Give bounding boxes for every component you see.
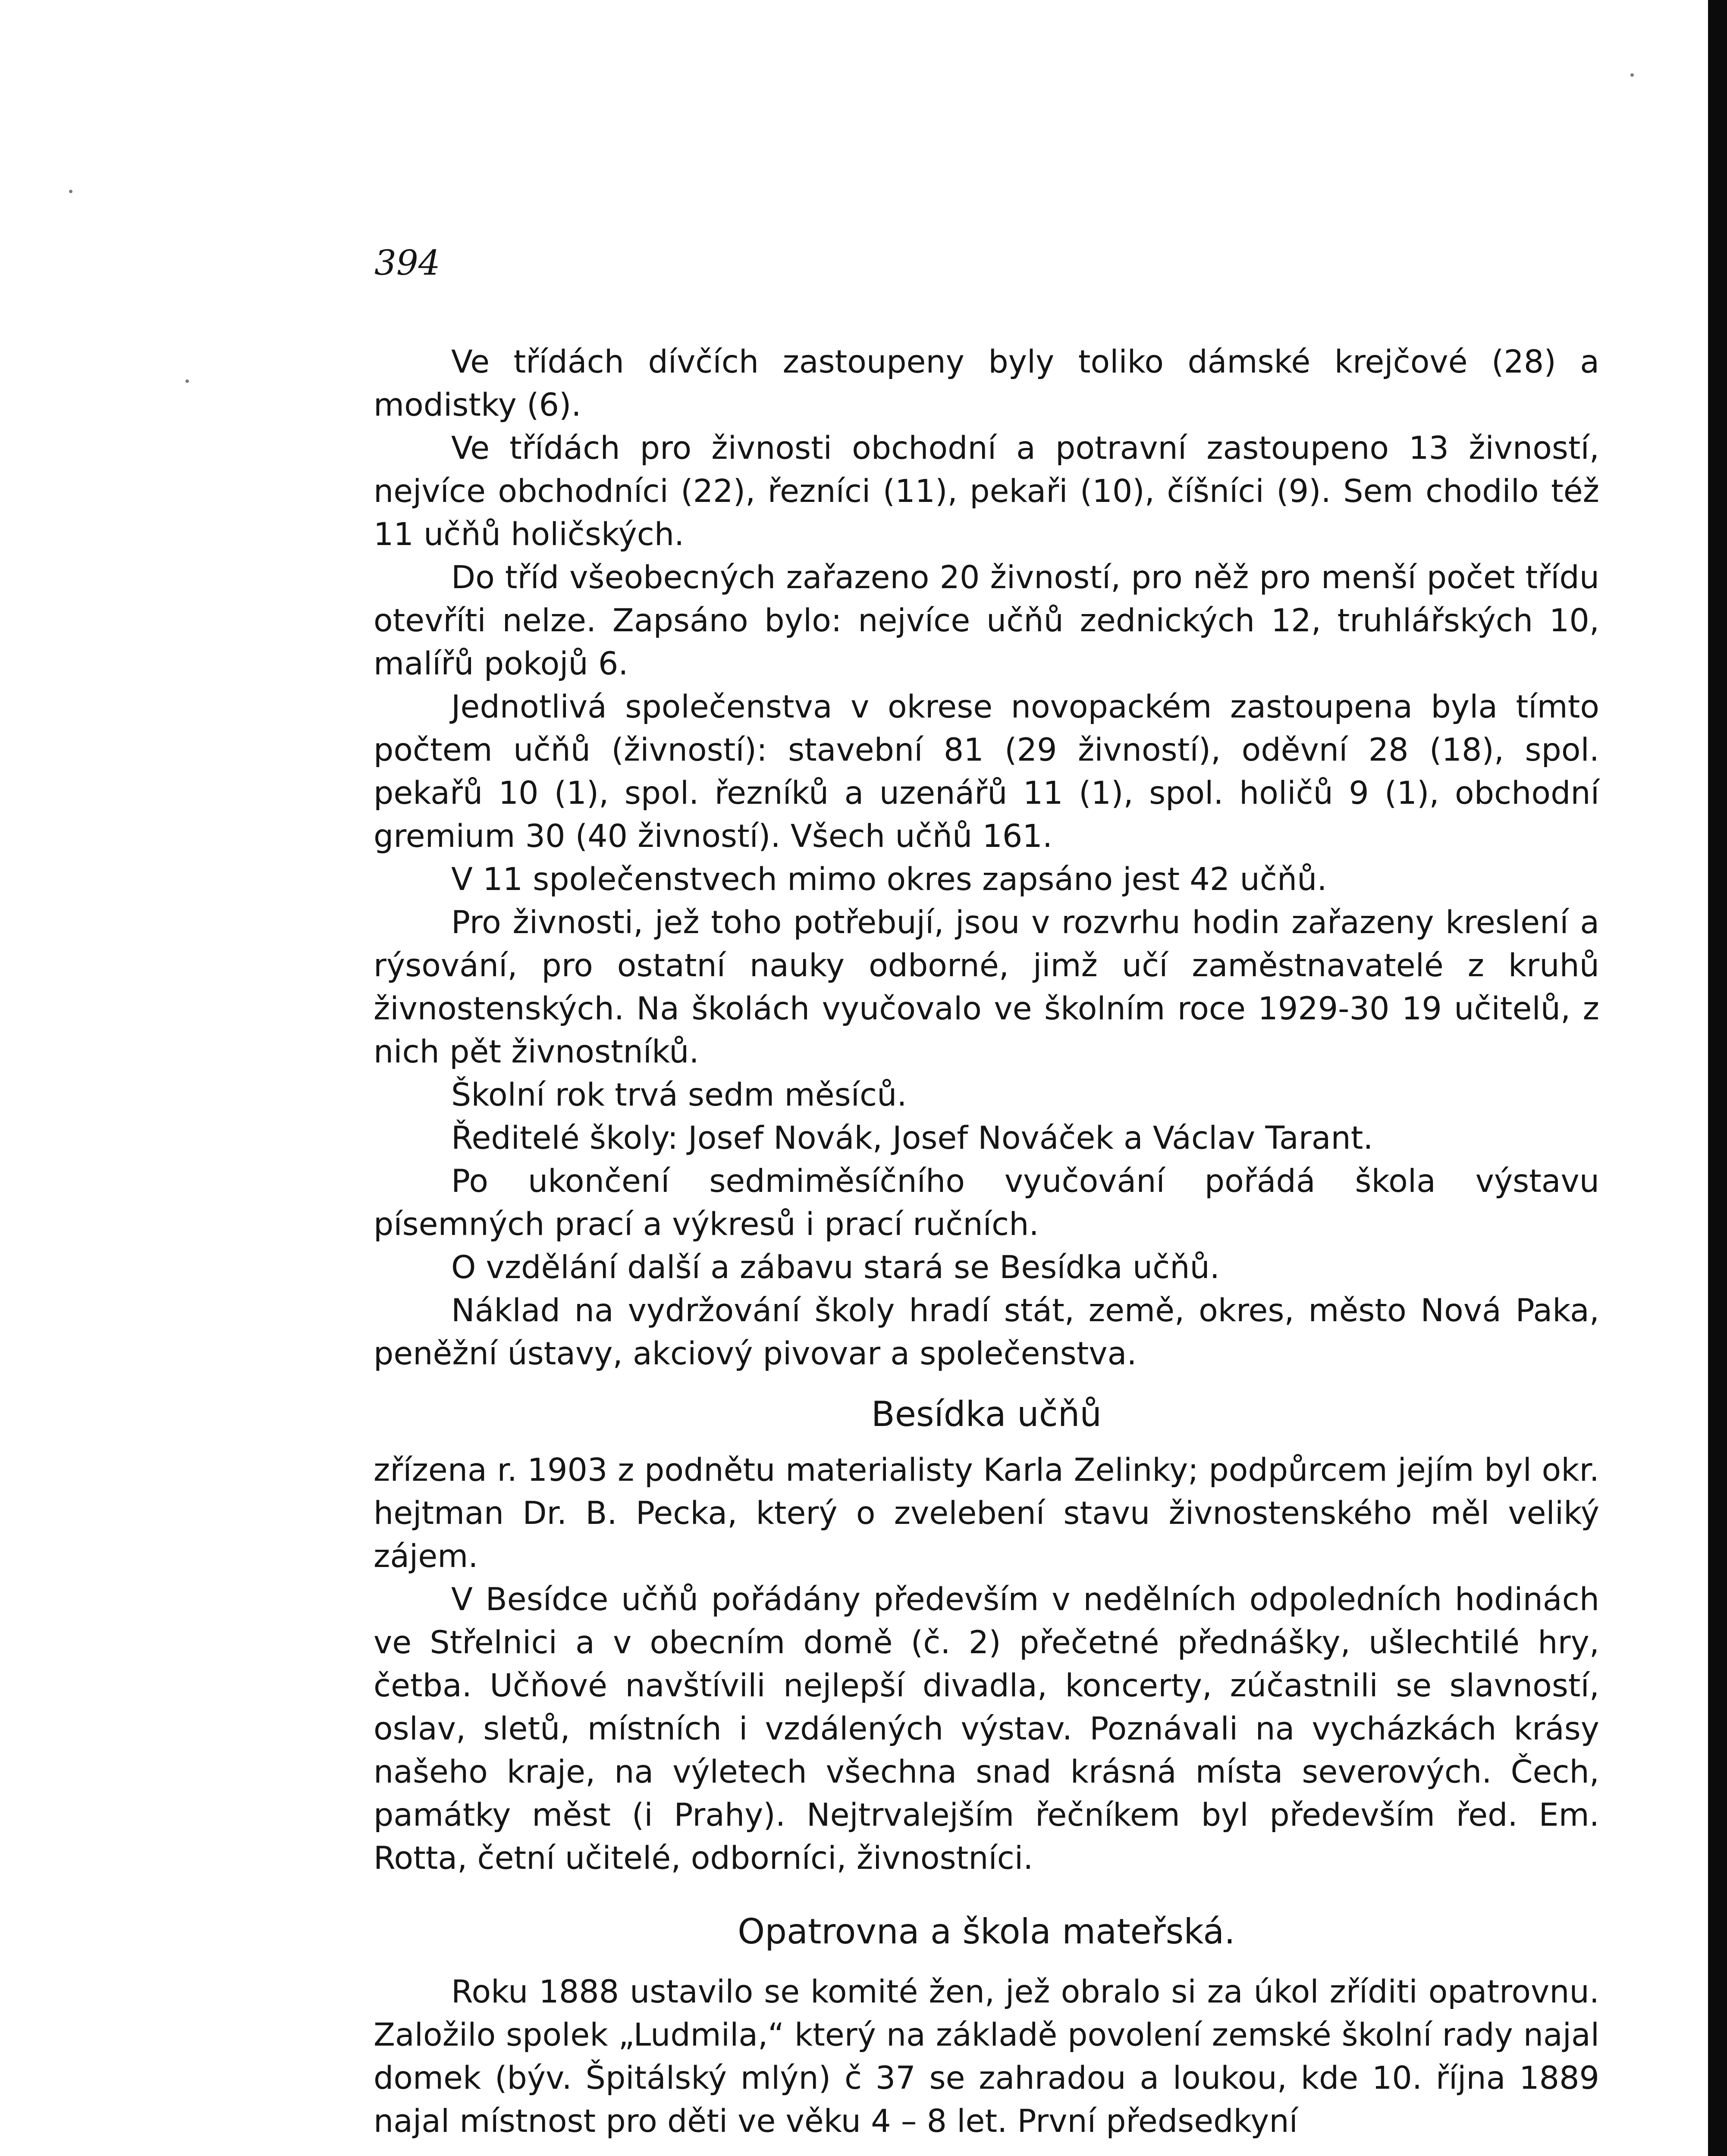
paragraph: Pro živnosti, jež toho potřebují, jsou v rozvrhu hodin zařazeny kreslení a rýsování, pro ostatní nauky odborné, jimž učí zaměstnavatelé z kruhů živnostenských. Na školách vyučovalo ve školním roce 1929-30 19 učitelů, z nich pět živnostníků.: [374, 904, 1599, 1070]
section-opatrovna: [374, 1971, 1599, 2143]
section-besidka: [374, 1449, 1599, 1880]
scan-speck: [1630, 73, 1634, 77]
paragraph: Ve třídách pro živnosti obchodní a potravní zastoupeno 13 živností, nejvíce obchodníci (22), řezníci (11), pekaři (10), číšníci (9). Sem chodilo též 11 učňů holičských.: [374, 430, 1599, 553]
scan-speck: [185, 379, 189, 383]
paragraph: Po ukončení sedmiměsíčního vyučování pořádá škola výstavu písemných prací a výkresů i prací ručních.: [374, 1163, 1599, 1243]
scan-border-right: [1708, 0, 1727, 2156]
paragraph: Školní rok trvá sedm měsíců.: [451, 1077, 907, 1113]
paragraph: Ve třídách dívčích zastoupeny byly toliko dámské krejčové (28) a modistky (6).: [374, 344, 1599, 423]
paragraph: Roku 1888 ustavilo se komité žen, jež obralo si za úkol zříditi opatrovnu. Založilo spolek „Ludmila,“ který na základě povolení zemské školní rady najal domek (býv. Špitálský mlýn) č 37 se zahradou a loukou, kde 10. října 1889 najal místnost pro děti ve věku 4 – 8 let. První předsedkyní: [374, 1974, 1599, 2140]
section-heading-besidka: Besídka učňů: [871, 1394, 1102, 1434]
paragraph: Náklad na vydržování školy hradí stát, země, okres, město Nová Paka, peněžní ústavy, akciový pivovar a společenstva.: [374, 1292, 1599, 1372]
section-vocational-classes: [374, 341, 1599, 1376]
scan-speck: [69, 190, 72, 193]
paragraph: Ředitelé školy: Josef Novák, Josef Nováček a Václav Tarant.: [451, 1120, 1373, 1156]
paragraph: V 11 společenstvech mimo okres zapsáno jest 42 učňů.: [451, 861, 1327, 898]
paragraph: O vzdělání další a zábavu stará se Besídka učňů.: [451, 1249, 1220, 1286]
paragraph: V Besídce učňů pořádány především v nedělních odpoledních hodinách ve Střelnici a v obecním domě (č. 2) přečetné přednášky, ušlechtilé hry, četba. Učňové navštívili nejlepší divadla, koncerty, zúčastnili se slavností, oslav, sletů, místních i vzdálených výstav. Poznávali na vycházkách krásy našeho kraje, na výletech všechna snad krásná místa severových. Čech, památky měst (i Prahy). Nejtrvalejším řečníkem byl především řed. Em. Rotta, četní učitelé, odborníci, živnostníci.: [374, 1581, 1599, 1877]
page-number: 394: [374, 243, 440, 283]
paragraph: Jednotlivá společenstva v okrese novopackém zastoupena byla tímto počtem učňů (živností): stavební 81 (29 živností), oděvní 28 (18), spol. pekařů 10 (1), spol. řezníků a uzenářů 11 (1), spol. holičů 9 (1), obchodní gremium 30 (40 živností). Všech učňů 161.: [374, 689, 1599, 855]
paragraph: zřízena r. 1903 z podnětu materialisty Karla Zelinky; podpůrcem jejím byl okr. hejtman Dr. B. Pecka, který o zvelebení stavu živnostenského měl veliký zájem.: [374, 1452, 1599, 1575]
section-heading-opatrovna: Opatrovna a škola mateřská.: [738, 1912, 1235, 1952]
paragraph: Do tříd všeobecných zařazeno 20 živností, pro něž pro menší počet třídu otevříti nelze. Zapsáno bylo: nejvíce učňů zednických 12, truhlářských 10, malířů pokojů 6.: [374, 559, 1599, 682]
